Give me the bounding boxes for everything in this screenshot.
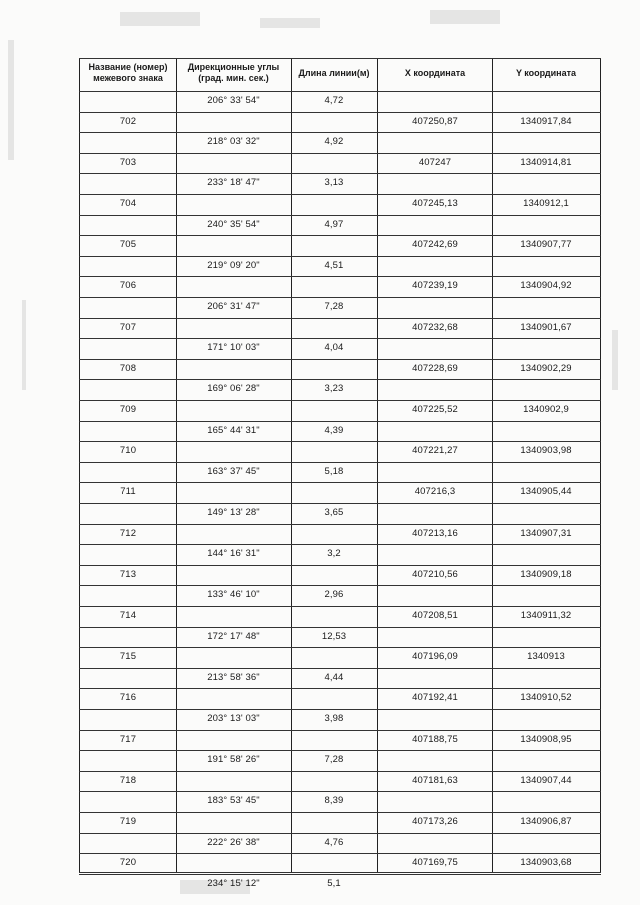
- boundary-point-name-cell: 718: [119, 775, 137, 786]
- scan-noise: [22, 300, 26, 390]
- boundary-point-name-cell: 703: [119, 157, 137, 168]
- x-coordinate-cell: 407245,13: [412, 198, 458, 209]
- line-length-cell: 3,98: [324, 713, 344, 724]
- direction-angle-cell: 169° 06' 28": [207, 383, 260, 394]
- direction-angle-cell: 144° 16' 31": [207, 548, 260, 559]
- table-row-rule: [79, 297, 601, 298]
- line-length-cell: 3,65: [324, 507, 344, 518]
- line-length-cell: 4,39: [324, 425, 344, 436]
- line-length-cell: 4,72: [324, 95, 344, 106]
- table-row-rule: [79, 791, 601, 792]
- line-length-cell: 7,28: [324, 754, 344, 765]
- direction-angle-cell: 149° 13' 28": [207, 507, 260, 518]
- direction-angle-cell: 172° 17' 48": [207, 631, 260, 642]
- table-row-rule: [79, 668, 601, 669]
- line-length-cell: 2,96: [324, 589, 344, 600]
- table-row-rule: [79, 318, 601, 319]
- boundary-point-name-cell: 716: [119, 692, 137, 703]
- x-coordinate-cell: 407173,26: [412, 816, 458, 827]
- line-length-cell: 5,1: [327, 878, 341, 889]
- line-length-cell: 4,51: [324, 260, 344, 271]
- table-row-rule: [79, 544, 601, 545]
- boundary-point-name-cell: 710: [119, 445, 137, 456]
- y-coordinate-cell: 1340911,32: [520, 610, 572, 621]
- table-row-rule: [79, 276, 601, 277]
- x-coordinate-cell: 407247: [418, 157, 452, 168]
- y-coordinate-cell: 1340907,44: [520, 775, 572, 786]
- boundary-point-name-cell: 707: [119, 322, 137, 333]
- table-row-rule: [79, 400, 601, 401]
- y-coordinate-cell: 1340902,9: [523, 404, 569, 415]
- x-coordinate-cell: 407188,75: [412, 734, 458, 745]
- line-length-cell: 4,97: [324, 219, 344, 230]
- line-length-cell: 7,28: [324, 301, 344, 312]
- y-coordinate-cell: 1340909,18: [520, 569, 572, 580]
- table-row-rule: [79, 874, 601, 875]
- y-coordinate-cell: 1340906,87: [520, 816, 572, 827]
- scan-noise: [612, 330, 618, 390]
- header-x: X координата: [404, 68, 466, 78]
- line-length-cell: 3,13: [324, 177, 344, 188]
- table-row-rule: [79, 606, 601, 607]
- boundary-point-name-cell: 704: [119, 198, 137, 209]
- y-coordinate-cell: 1340901,67: [520, 322, 572, 333]
- table-row-rule: [79, 853, 601, 854]
- x-coordinate-cell: 407196,09: [412, 651, 458, 662]
- table-row-rule: [79, 688, 601, 689]
- direction-angle-cell: 206° 33' 54": [207, 95, 260, 106]
- header-angle-line2: (град. мин. сек.): [198, 73, 269, 83]
- direction-angle-cell: 165° 44' 31": [207, 425, 260, 436]
- boundary-point-name-cell: 720: [119, 857, 137, 868]
- x-coordinate-cell: 407210,56: [412, 569, 458, 580]
- table-row-rule: [79, 338, 601, 339]
- x-coordinate-cell: 407221,27: [412, 445, 458, 456]
- x-coordinate-cell: 407232,68: [412, 322, 458, 333]
- boundary-point-name-cell: 711: [120, 486, 136, 497]
- y-coordinate-cell: 1340917,84: [520, 116, 572, 127]
- x-coordinate-cell: 407181,63: [412, 775, 458, 786]
- scan-noise: [8, 40, 14, 160]
- header-angle: [177, 62, 290, 84]
- x-coordinate-cell: 407242,69: [412, 239, 458, 250]
- header-angle-line1: Дирекционные углы: [187, 62, 280, 72]
- scan-noise: [430, 10, 500, 24]
- x-coordinate-cell: 407250,87: [412, 116, 458, 127]
- table-row-rule: [79, 379, 601, 380]
- table-row-rule: [79, 709, 601, 710]
- y-coordinate-cell: 1340907,77: [520, 239, 572, 250]
- table-row-rule: [79, 112, 601, 113]
- header-name-line2: межевого знака: [93, 73, 163, 83]
- y-coordinate-cell: 1340903,98: [520, 445, 572, 456]
- table-row-rule: [79, 58, 601, 59]
- direction-angle-cell: 213° 58' 36": [207, 672, 260, 683]
- y-coordinate-cell: 1340907,31: [520, 528, 572, 539]
- table-row-rule: [79, 750, 601, 751]
- table-row-rule: [79, 771, 601, 772]
- boundary-point-name-cell: 715: [119, 651, 137, 662]
- direction-angle-cell: 206° 31' 47": [207, 301, 260, 312]
- direction-angle-cell: 183° 53' 45": [207, 795, 260, 806]
- direction-angle-cell: 191° 58' 26": [207, 754, 260, 765]
- line-length-cell: 8,39: [324, 795, 344, 806]
- table-row-rule: [79, 441, 601, 442]
- table-row-rule: [79, 565, 601, 566]
- table-row-rule: [79, 235, 601, 236]
- header-name: [80, 62, 176, 84]
- table-row-rule: [79, 215, 601, 216]
- scan-noise: [260, 18, 320, 28]
- table-row-rule: [79, 730, 601, 731]
- table-row-rule: [79, 812, 601, 813]
- direction-angle-cell: 171° 10' 03": [207, 342, 260, 353]
- x-coordinate-cell: 407225,52: [412, 404, 458, 415]
- x-coordinate-cell: 407208,51: [412, 610, 458, 621]
- table-row-rule: [79, 256, 601, 257]
- table-row-rule: [79, 132, 601, 133]
- y-coordinate-cell: 1340914,81: [520, 157, 572, 168]
- x-coordinate-cell: 407239,19: [412, 280, 458, 291]
- line-length-cell: 4,04: [324, 342, 344, 353]
- line-length-cell: 4,44: [324, 672, 344, 683]
- direction-angle-cell: 219° 09' 20": [207, 260, 260, 271]
- scan-noise: [120, 12, 200, 26]
- table-row-rule: [79, 421, 601, 422]
- x-coordinate-cell: 407169,75: [412, 857, 458, 868]
- table-row-rule: [79, 153, 601, 154]
- table-row-rule: [79, 194, 601, 195]
- direction-angle-cell: 203° 13' 03": [207, 713, 260, 724]
- y-coordinate-cell: 1340905,44: [520, 486, 572, 497]
- table-row-rule: [79, 503, 601, 504]
- table-row-rule: [79, 482, 601, 483]
- x-coordinate-cell: 407192,41: [412, 692, 458, 703]
- direction-angle-cell: 234° 15' 12": [207, 878, 260, 889]
- table-row-rule: [79, 359, 601, 360]
- boundary-point-name-cell: 706: [119, 280, 137, 291]
- table-row-rule: [79, 173, 601, 174]
- direction-angle-cell: 233° 18' 47": [207, 177, 260, 188]
- header-length: Длина линии(м): [298, 68, 370, 78]
- boundary-point-name-cell: 708: [119, 363, 137, 374]
- y-coordinate-cell: 1340910,52: [520, 692, 572, 703]
- table-row-rule: [79, 647, 601, 648]
- direction-angle-cell: 240° 35' 54": [207, 219, 260, 230]
- direction-angle-cell: 218° 03' 32": [207, 136, 260, 147]
- line-length-cell: 4,92: [324, 136, 344, 147]
- boundary-point-name-cell: 705: [119, 239, 137, 250]
- line-length-cell: 3,2: [327, 548, 341, 559]
- line-length-cell: 4,76: [324, 837, 344, 848]
- line-length-cell: 3,23: [324, 383, 344, 394]
- boundary-point-name-cell: 717: [119, 734, 137, 745]
- table-row-rule: [79, 462, 601, 463]
- y-coordinate-cell: 1340904,92: [520, 280, 572, 291]
- direction-angle-cell: 133° 46' 10": [207, 589, 260, 600]
- y-coordinate-cell: 1340903,68: [520, 857, 572, 868]
- table-row-rule: [79, 91, 601, 92]
- boundary-point-name-cell: 713: [119, 569, 137, 580]
- y-coordinate-cell: 1340913: [527, 651, 565, 662]
- y-coordinate-cell: 1340908,95: [520, 734, 572, 745]
- y-coordinate-cell: 1340912,1: [523, 198, 569, 209]
- y-coordinate-cell: 1340902,29: [520, 363, 572, 374]
- direction-angle-cell: 222° 26' 38": [207, 837, 260, 848]
- x-coordinate-cell: 407213,16: [412, 528, 458, 539]
- line-length-cell: 5,18: [324, 466, 344, 477]
- boundary-point-name-cell: 712: [119, 528, 137, 539]
- table-row-rule: [79, 872, 601, 873]
- table-row-rule: [79, 627, 601, 628]
- header-y: Y координата: [515, 68, 577, 78]
- header-name-line1: Название (номер): [88, 62, 168, 72]
- x-coordinate-cell: 407228,69: [412, 363, 458, 374]
- direction-angle-cell: 163° 37' 45": [207, 466, 260, 477]
- table-row-rule: [79, 524, 601, 525]
- line-length-cell: 12,53: [321, 631, 347, 642]
- boundary-point-name-cell: 714: [119, 610, 137, 621]
- boundary-point-name-cell: 702: [119, 116, 137, 127]
- table-row-rule: [79, 585, 601, 586]
- boundary-point-name-cell: 719: [119, 816, 137, 827]
- table-row-rule: [79, 833, 601, 834]
- boundary-point-name-cell: 709: [119, 404, 137, 415]
- x-coordinate-cell: 407216,3: [414, 486, 456, 497]
